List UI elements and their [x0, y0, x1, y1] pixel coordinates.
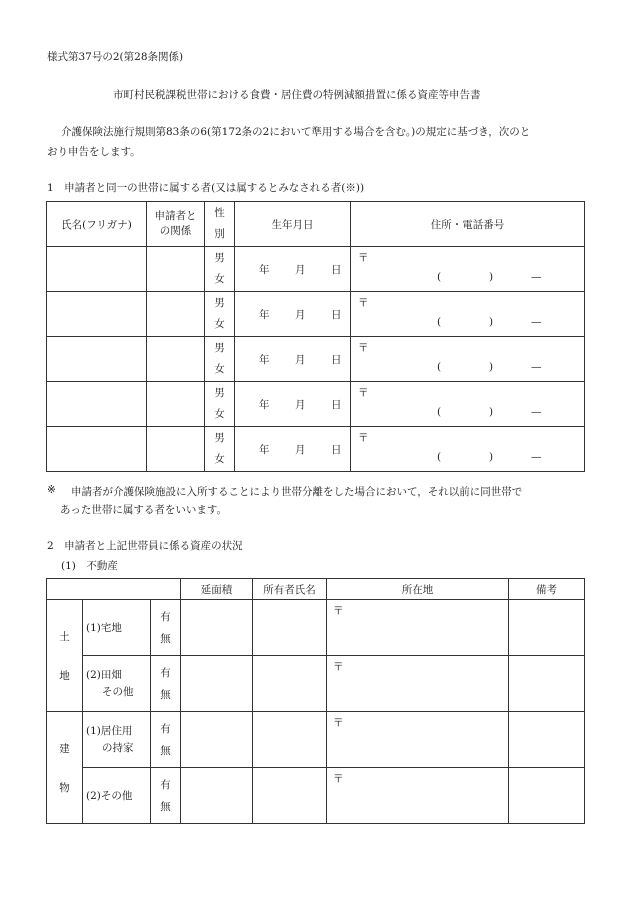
floor-area-cell[interactable] — [181, 600, 253, 656]
header-name: 氏名(フリガナ) — [47, 202, 147, 247]
location-cell[interactable]: 〒 — [327, 600, 509, 656]
location-cell[interactable]: 〒 — [327, 712, 509, 768]
dob-cell[interactable]: 年 月 日 — [235, 292, 351, 337]
yes-no-cell[interactable]: 有 無 — [151, 600, 181, 656]
table-row — [47, 768, 585, 824]
owner-cell[interactable] — [253, 768, 327, 824]
section2-subheading: (1) 不動産 — [61, 560, 118, 572]
sex-cell[interactable]: 男 女 — [205, 247, 235, 292]
owner-cell[interactable] — [253, 600, 327, 656]
household-members-table — [46, 201, 585, 472]
header-owner: 所有者氏名 — [253, 579, 327, 600]
remarks-cell[interactable] — [509, 656, 585, 712]
sex-cell[interactable]: 男 女 — [205, 337, 235, 382]
table-row — [47, 600, 585, 656]
header-location: 所在地 — [327, 579, 509, 600]
location-cell[interactable]: 〒 — [327, 656, 509, 712]
note-line2: あった世帯に属する者をいいます。 — [60, 504, 228, 516]
intro-text-line2: おり申告をします。 — [47, 146, 141, 158]
relation-cell[interactable] — [147, 382, 205, 427]
owner-cell[interactable] — [253, 656, 327, 712]
header-blank — [47, 579, 181, 600]
real-estate-table — [46, 578, 585, 824]
address-cell[interactable]: 〒 ( ) — — [351, 337, 585, 382]
header-remarks: 備考 — [509, 579, 585, 600]
header-address: 住所・電話番号 — [351, 202, 585, 247]
intro-text-line1: 介護保険法施行規則第83条の6(第172条の2において準用する場合を含む。)の規定に基づき，次のと — [61, 126, 531, 138]
row-label: (2)田畑 その他 — [83, 656, 151, 712]
table-header-row — [47, 202, 585, 247]
dob-cell[interactable]: 年 月 日 — [235, 427, 351, 472]
table-header-row — [47, 579, 585, 600]
table-row — [47, 656, 585, 712]
section2-heading: 2 申請者と上記世帯員に係る資産の状況 — [47, 540, 243, 552]
section1-heading: 1 申請者と同一の世帯に属する者(又は属するとみなされる者(※)) — [47, 182, 365, 194]
floor-area-cell[interactable] — [181, 768, 253, 824]
note-mark: ※ — [47, 484, 56, 496]
header-relation: 申請者と の関係 — [147, 202, 205, 247]
sex-cell[interactable]: 男 女 — [205, 292, 235, 337]
floor-area-cell[interactable] — [181, 656, 253, 712]
header-floor-area: 延面積 — [181, 579, 253, 600]
address-cell[interactable]: 〒 ( ) — — [351, 292, 585, 337]
remarks-cell[interactable] — [509, 600, 585, 656]
table-row — [47, 337, 585, 382]
dob-cell[interactable]: 年 月 日 — [235, 337, 351, 382]
relation-cell[interactable] — [147, 337, 205, 382]
address-cell[interactable]: 〒 ( ) — — [351, 427, 585, 472]
form-number: 様式第37号の2(第28条関係) — [47, 51, 184, 63]
name-cell[interactable] — [47, 292, 147, 337]
header-dob: 生年月日 — [235, 202, 351, 247]
sex-cell[interactable]: 男 女 — [205, 427, 235, 472]
remarks-cell[interactable] — [509, 768, 585, 824]
location-cell[interactable]: 〒 — [327, 768, 509, 824]
table-row — [47, 712, 585, 768]
header-sex: 性 別 — [205, 202, 235, 247]
table-row — [47, 427, 585, 472]
name-cell[interactable] — [47, 382, 147, 427]
relation-cell[interactable] — [147, 427, 205, 472]
relation-cell[interactable] — [147, 247, 205, 292]
table-row — [47, 382, 585, 427]
row-label: (1)宅地 — [83, 600, 151, 656]
table-row — [47, 247, 585, 292]
yes-no-cell[interactable]: 有 無 — [151, 712, 181, 768]
yes-no-cell[interactable]: 有 無 — [151, 656, 181, 712]
row-label: (1)居住用 の持家 — [83, 712, 151, 768]
dob-cell[interactable]: 年 月 日 — [235, 247, 351, 292]
relation-cell[interactable] — [147, 292, 205, 337]
name-cell[interactable] — [47, 337, 147, 382]
row-label: (2)その他 — [83, 768, 151, 824]
sex-cell[interactable]: 男 女 — [205, 382, 235, 427]
name-cell[interactable] — [47, 247, 147, 292]
name-cell[interactable] — [47, 427, 147, 472]
building-label: 建 物 — [47, 712, 83, 824]
remarks-cell[interactable] — [509, 712, 585, 768]
note-line1: 申請者が介護保険施設に入所することにより世帯分離をした場合において，それ以前に同世帯で — [71, 486, 523, 498]
yes-no-cell[interactable]: 有 無 — [151, 768, 181, 824]
dob-cell[interactable]: 年 月 日 — [235, 382, 351, 427]
land-label: 土 地 — [47, 600, 83, 712]
address-cell[interactable]: 〒 ( ) — — [351, 247, 585, 292]
document-title: 市町村民税課税世帯における食費・居住費の特例減額措置に係る資産等申告書 — [113, 89, 481, 101]
table-row — [47, 292, 585, 337]
owner-cell[interactable] — [253, 712, 327, 768]
address-cell[interactable]: 〒 ( ) — — [351, 382, 585, 427]
floor-area-cell[interactable] — [181, 712, 253, 768]
